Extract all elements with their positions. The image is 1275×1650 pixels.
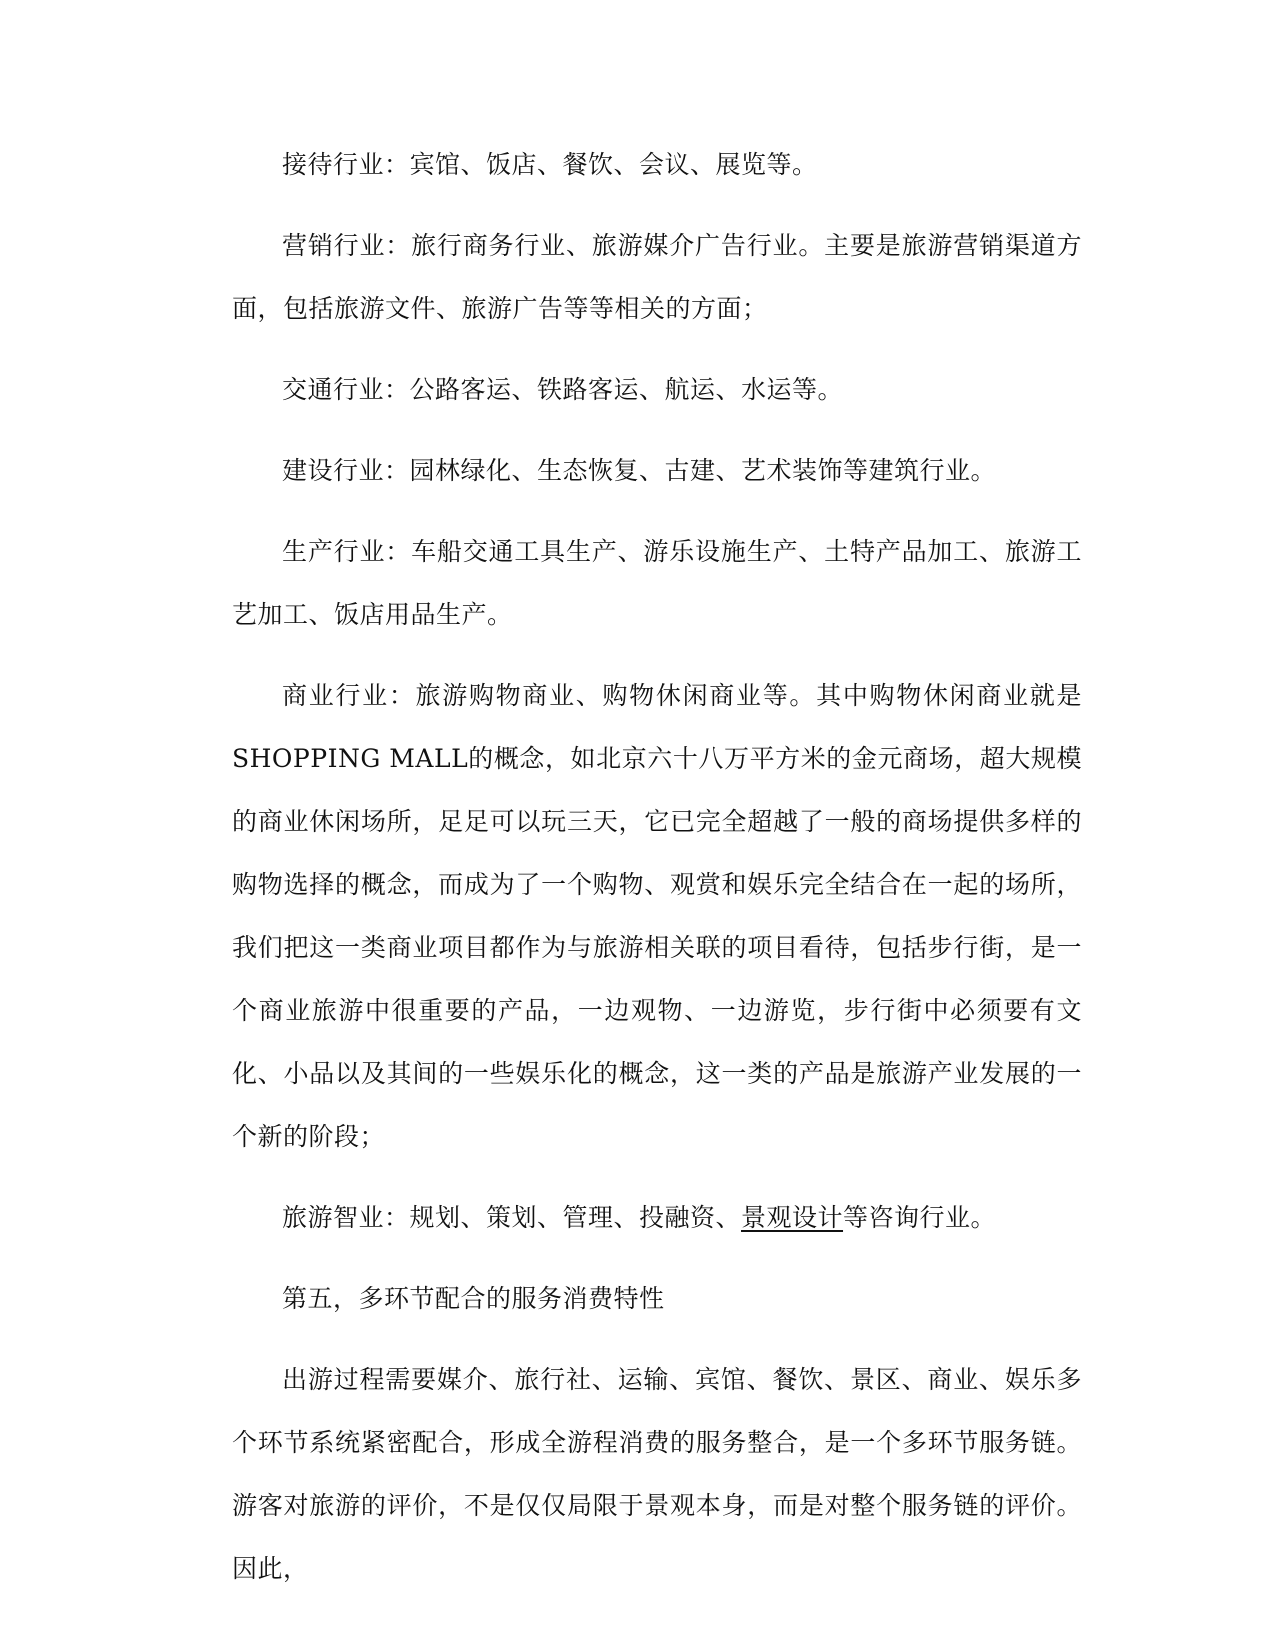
paragraph-construction-industry: 建设行业：园林绿化、生态恢复、古建、艺术装饰等建筑行业。 <box>282 456 997 485</box>
paragraph-service-chain: 出游过程需要媒介、旅行社、运输、宾馆、餐饮、景区、商业、娱乐多个环节系统紧密配合，形成全游程消费的服务整合，是一个多环节服务链。游客对旅游的评价，不是仅仅局限于景观本身，而是对整个服务链的评价。因此， <box>232 1365 1082 1583</box>
paragraph-text-before-link: 旅游智业：规划、策划、管理、投融资、 <box>282 1203 742 1232</box>
paragraph-transport-industry: 交通行业：公路客运、铁路客运、航运、水运等。 <box>282 375 844 404</box>
section-heading-fifth: 第五，多环节配合的服务消费特性 <box>282 1284 665 1313</box>
document-body <box>232 133 1082 1618</box>
paragraph-commerce-industry: 商业行业：旅游购物商业、购物休闲商业等。其中购物休闲商业就是SHOPPING MALL的概念，如北京六十八万平方米的金元商场，超大规模的商业休闲场所，足足可以玩三天，它已完全超越了一般的商场提供多样的购物选择的概念，而成为了一个购物、观赏和娱乐完全结合在一起的场所，我们把这一类商业项目都作为与旅游相关联的项目看待，包括步行街，是一个商业旅游中很重要的产品，一边观物、一边游览，步行街中必须要有文化、小品以及其间的一些娱乐化的概念，这一类的产品是旅游产业发展的一个新的阶段； <box>232 681 1082 1151</box>
paragraph-production-industry: 生产行业：车船交通工具生产、游乐设施生产、土特产品加工、旅游工艺加工、饭店用品生产。 <box>232 537 1082 629</box>
paragraph-tourism-consulting <box>232 1186 1082 1249</box>
paragraph-text-after-link: 等咨询行业。 <box>843 1203 997 1232</box>
landscape-design-link[interactable]: 景观设计 <box>741 1203 844 1232</box>
paragraph-reception-industry: 接待行业：宾馆、饭店、餐饮、会议、展览等。 <box>282 150 818 179</box>
paragraph-marketing-industry: 营销行业：旅行商务行业、旅游媒介广告行业。主要是旅游营销渠道方面，包括旅游文件、旅游广告等等相关的方面； <box>232 231 1082 323</box>
